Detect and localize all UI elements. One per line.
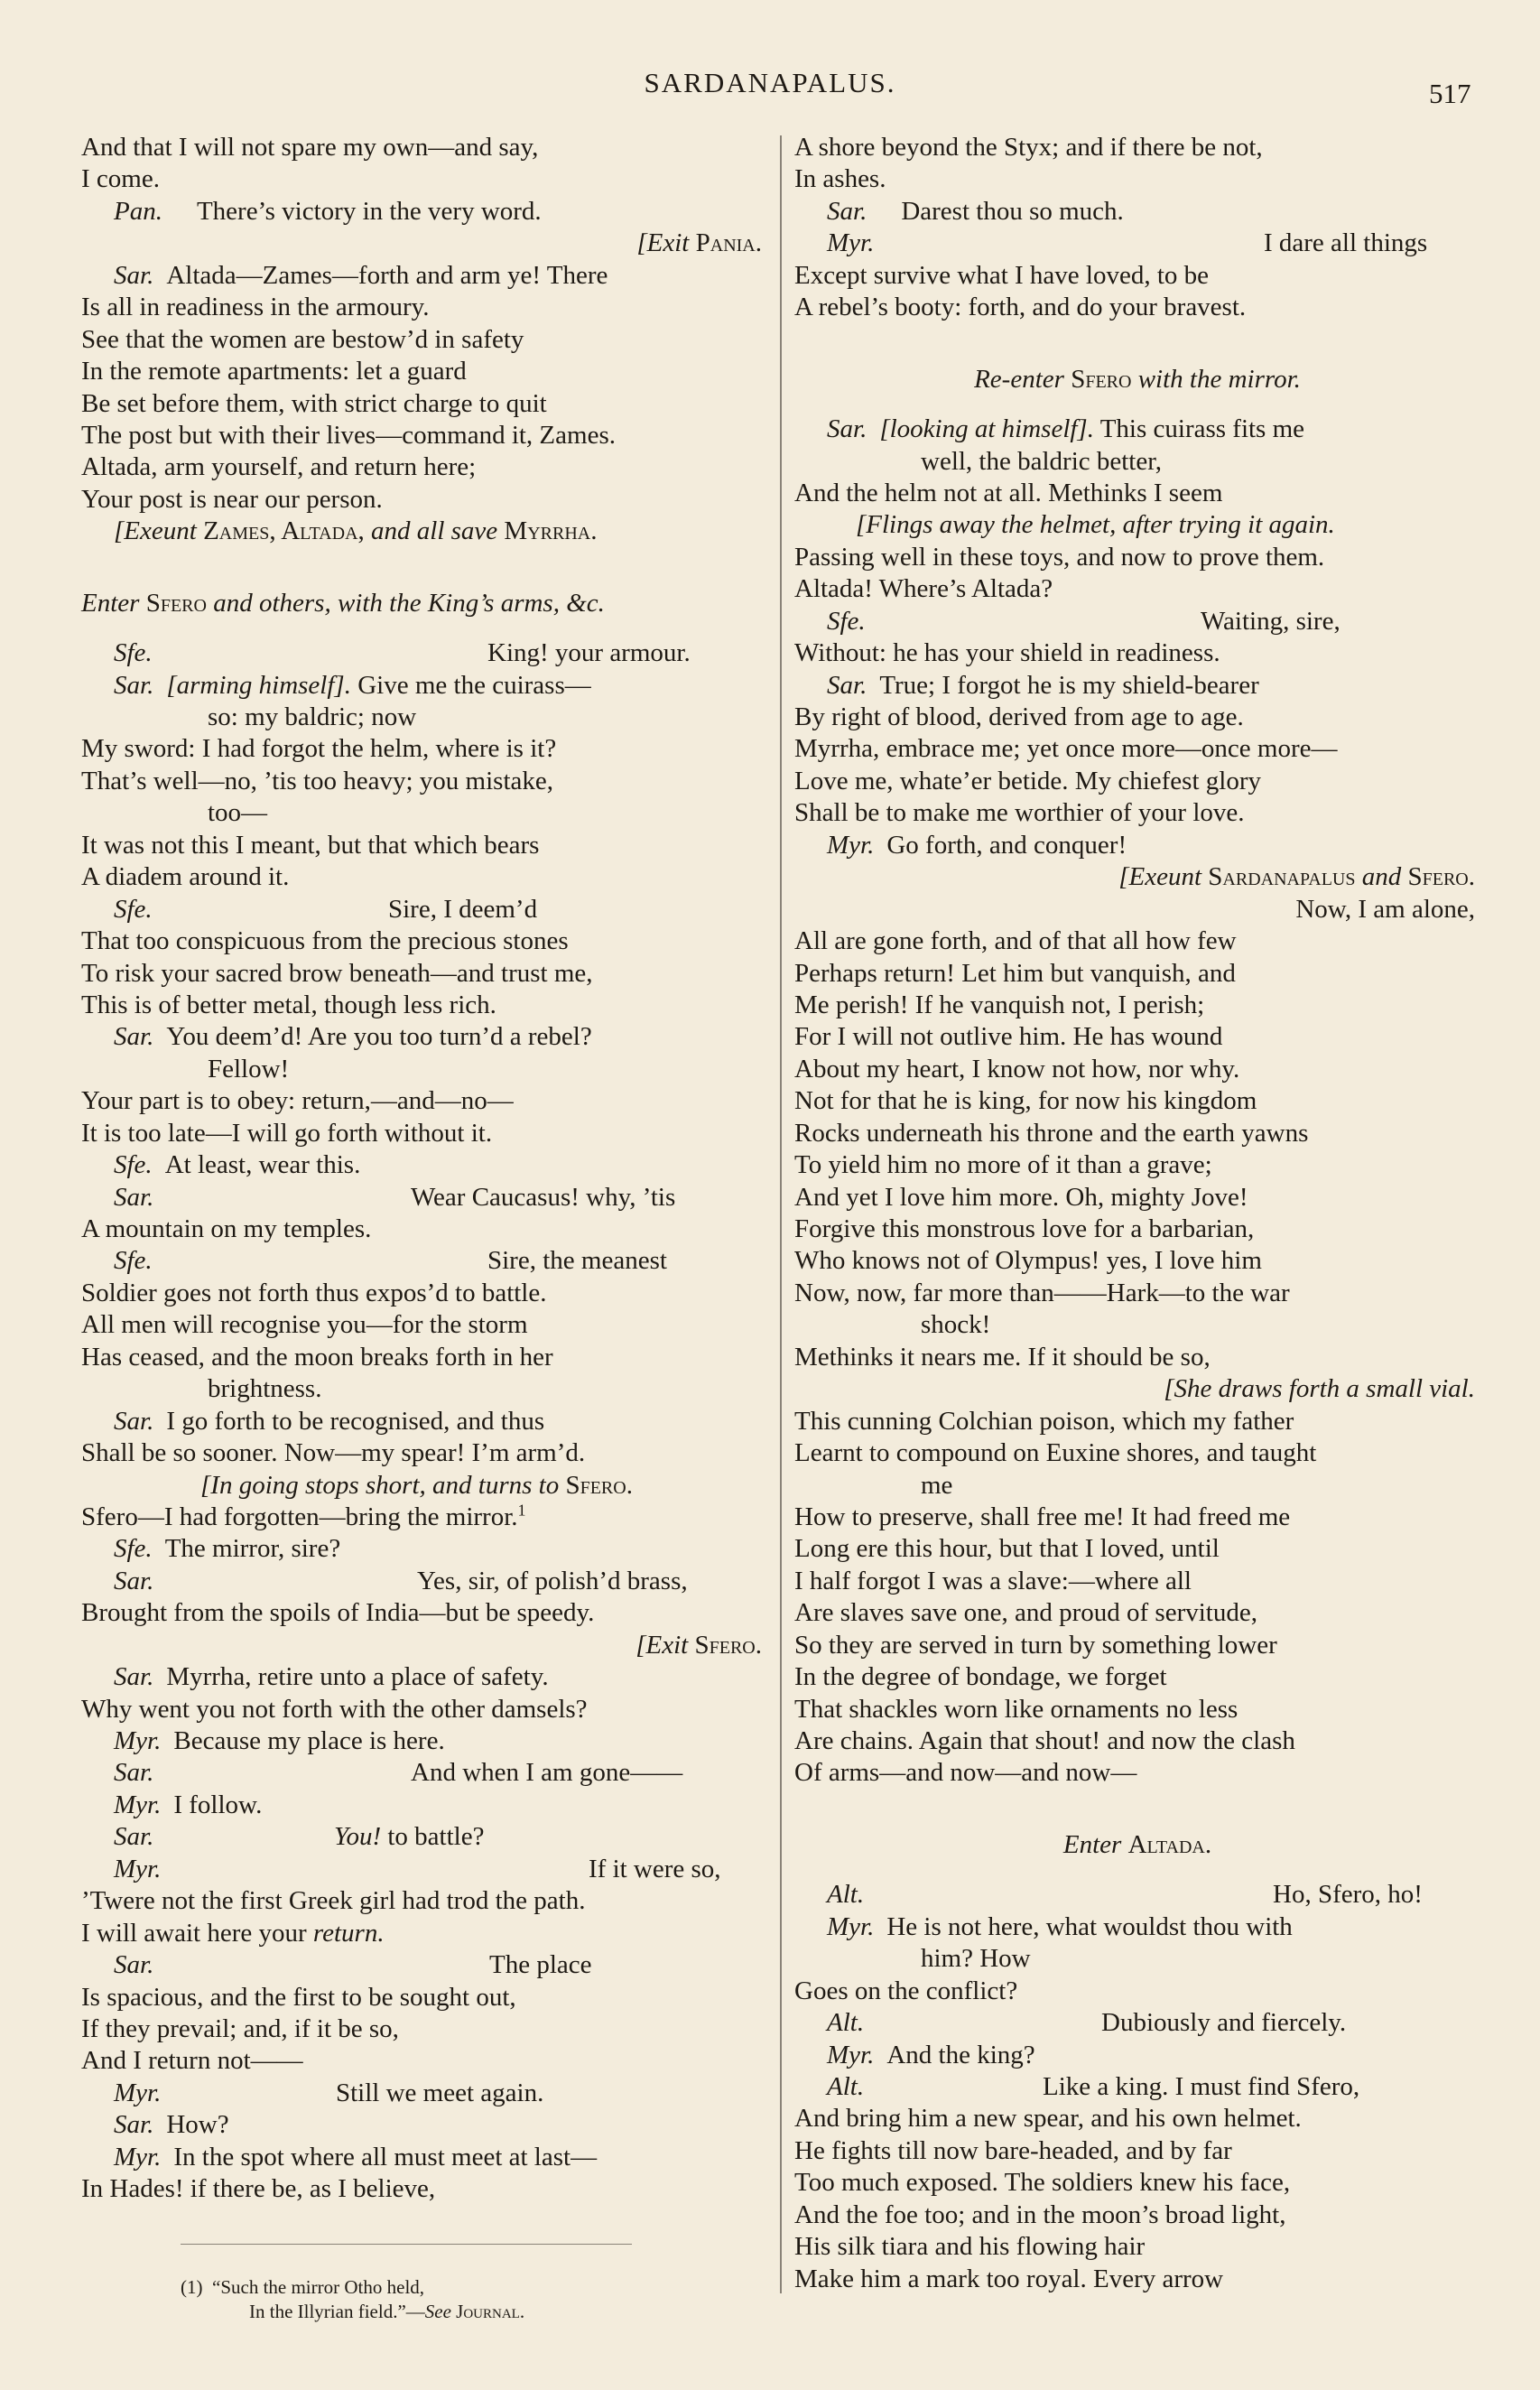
speaker-name: Myr. [114,2078,162,2107]
speech-line: Myr. If it were so, [114,1854,721,1883]
verse-line: so: my baldric; now [208,702,417,731]
verse-line: Not for that he is king, for now his kingdom [794,1086,1257,1116]
speaker-name: Sfe. [114,638,153,668]
verse-line: He fights till now bare-headed, and by far [794,2135,1232,2165]
stage-direction: Enter Sfero and others, with the King’s arms, &c. [81,588,605,618]
speaker-name: Myr. [114,1854,162,1883]
verse-line: Altada, arm yourself, and return here; [81,452,477,482]
speaker-name: Sfe. [114,894,153,924]
verse-line: All men will recognise you—for the storm [81,1310,528,1340]
verse-line: And bring him a new spear, and his own helmet. [794,2104,1302,2134]
footnote-marker: 1 [517,1501,526,1520]
speech-line: Sar. Myrrha, retire unto a place of safety. [114,1662,549,1692]
stage-direction: Re-enter Sfero with the mirror. [974,364,1301,394]
speaker-name: Sar. [114,1950,154,1980]
speech-line: Sfe. Sire, the meanest [114,1246,667,1276]
speech-line: Sfe. Sire, I deem’d [114,894,538,924]
verse-line: That too conspicuous from the precious stones [81,926,569,956]
left-column [81,132,767,2206]
speech-line: Myr. In the spot where all must meet at last— [114,2142,598,2171]
verse-line: Who knows not of Olympus! yes, I love him [794,1246,1262,1276]
verse-line: So they are served in turn by something lower [794,1630,1277,1660]
verse-line: My sword: I had forgot the helm, where is it? [81,734,557,764]
verse-line: A shore beyond the Styx; and if there be not, [794,133,1263,162]
speaker-name: Sar. [827,414,867,444]
speech-line: Sar. True; I forgot he is my shield-bearer [827,670,1259,700]
verse-line: And the helm not at all. Methinks I seem [794,478,1223,507]
stage-direction: [Exit Sfero. [635,1630,762,1660]
verse-line: It is too late—I will go forth without it. [81,1118,493,1148]
verse-line: A mountain on my temples. [81,1214,372,1243]
stage-direction: [Exeunt Zames, Altada, and all save Myrrha. [114,516,598,546]
verse-line: Now, I am alone, [1295,894,1475,924]
verse-line: Me perish! If he vanquish not, I perish; [794,990,1205,1019]
verse-line: That’s well—no, ’tis too heavy; you mistake, [81,766,554,795]
speaker-name: Myr. [114,1726,162,1755]
speech-line: Myr. Still we meet again. [114,2078,544,2107]
speaker-name: Sar. [827,670,867,700]
speaker-name: Sar. [114,670,154,700]
speech-line: Sfe. King! your armour. [114,638,691,668]
speaker-name: Sar. [114,1662,154,1692]
speech-line: Sar. Wear Caucasus! why, ’tis [114,1182,676,1212]
verse-line: Is all in readiness in the armoury. [81,293,430,322]
speech-line: Pan. There’s victory in the very word. [114,196,542,226]
speech-line: Sfe. The mirror, sire? [114,1534,341,1564]
verse-line: Perhaps return! Let him but vanquish, and [794,958,1236,988]
verse-line: To yield him no more of it than a grave; [794,1150,1212,1180]
speaker-name: Myr. [114,1790,162,1819]
speech-line: Myr. I follow. [114,1790,263,1819]
speaker-name: Sar. [114,260,154,290]
speech-line: Sar. You deem’d! Are you too turn’d a rebel? [114,1022,592,1052]
verse-line: shock! [921,1310,991,1340]
verse-line: Methinks it nears me. If it should be so, [794,1342,1211,1372]
verse-line: Your part is to obey: return,—and—no— [81,1086,514,1116]
verse-line: In the degree of bondage, we forget [794,1662,1167,1692]
speech-line: Sar. I go forth to be recognised, and thus [114,1406,545,1436]
speech-line: Alt. Dubiously and fiercely. [827,2008,1347,2038]
speaker-name: Myr. [114,2142,162,2171]
speech-line: Sar. And when I am gone—— [114,1758,683,1788]
verse-line: Fellow! [208,1054,290,1083]
verse-line: Learnt to compound on Euxine shores, and taught [794,1438,1317,1468]
verse-line: Be set before them, with strict charge to quit [81,388,547,418]
verse-line: In ashes. [794,164,886,194]
speech-line: Myr. He is not here, what wouldst thou with [827,1911,1293,1941]
speaker-name: Sar. [114,1822,154,1852]
verse-line: him? How [921,1944,1031,1974]
footnote-rule [181,2244,632,2245]
speech-line: Sar. [arming himself]. Give me the cuirass— [114,670,591,700]
verse-line: All are gone forth, and of that all how few [794,926,1237,956]
footnote-line: In the Illyrian field.”—See Journal. [249,2301,525,2322]
stage-direction: [Flings away the helmet, after trying it again. [856,510,1335,540]
verse-line: Why went you not forth with the other damsels? [81,1694,588,1724]
verse-line: Soldier goes not forth thus expos’d to battle. [81,1278,547,1307]
speech-line: Myr. Go forth, and conquer! [827,830,1127,860]
verse-line: Forgive this monstrous love for a barbarian, [794,1214,1255,1243]
verse-line: Except survive what I have loved, to be [794,260,1210,290]
verse-line: That shackles worn like ornaments no less [794,1694,1238,1724]
verse-line: A rebel’s booty: forth, and do your bravest. [794,293,1247,322]
speaker-name: Pan. [114,196,162,226]
verse-line: This is of better metal, though less rich. [81,990,496,1019]
speaker-name: Myr. [827,830,875,860]
verse-line: Has ceased, and the moon breaks forth in her [81,1342,553,1372]
stage-direction: Enter Altada. [1062,1829,1212,1859]
speaker-name: Alt. [827,1880,865,1910]
verse-line: Brought from the spoils of India—but be speedy. [81,1598,595,1628]
verse-line: It was not this I meant, but that which bears [81,830,540,860]
speech-line: Sar. [looking at himself]. This cuirass fits me [827,414,1305,444]
stage-direction: [Exeunt Sardanapalus and Sfero. [1118,862,1475,892]
verse-line: Too much exposed. The soldiers knew his face, [794,2168,1291,2198]
speech-line: Sar. Altada—Zames—forth and arm ye! There [114,260,608,290]
verse-line: Love me, whate’er betide. My chiefest glory [794,766,1261,795]
verse-line: His silk tiara and his flowing hair [794,2232,1146,2262]
verse-line: I will await here your return. [81,1918,385,1948]
verse-line: ’Twere not the first Greek girl had trod the path. [81,1886,586,1916]
verse-line: Myrrha, embrace me; yet once more—once more— [794,734,1338,764]
column-divider [780,135,782,2293]
verse-line: Of arms—and now—and now— [794,1758,1137,1788]
speaker-name: Myr. [827,1911,875,1941]
verse-line: too— [208,798,268,828]
verse-line: Long ere this hour, but that I loved, until [794,1534,1220,1564]
verse-line: And the foe too; and in the moon’s broad light, [794,2199,1286,2229]
verse-line: This cunning Colchian poison, which my father [794,1406,1294,1436]
speaker-name: Sfe. [114,1150,153,1180]
verse-line: brightness. [208,1374,322,1404]
speaker-name: Sfe. [114,1534,153,1564]
verse-line: Your post is near our person. [81,484,383,514]
speech-line: Sfe. At least, wear this. [114,1150,361,1180]
speaker-name: Sfe. [827,606,866,636]
verse-line: A diadem around it. [81,862,290,892]
verse-line: Altada! Where’s Altada? [794,574,1053,604]
verse-line: Now, now, far more than——Hark—to the war [794,1278,1290,1307]
speech-line: Sar. Darest thou so much. [827,196,1124,226]
speech-line: Sar. The place [114,1950,592,1980]
speech-line: Alt. Like a king. I must find Sfero, [827,2071,1360,2101]
speaker-name: Sar. [114,1566,154,1595]
stage-direction: [Exit Pania. [636,228,762,258]
verse-line: Shall be so sooner. Now—my spear! I’m arm’d. [81,1438,586,1468]
verse-line: In Hades! if there be, as I believe, [81,2174,436,2204]
speaker-name: Sfe. [114,1246,153,1276]
speaker-name: Alt. [827,2071,865,2101]
verse-line: And yet I love him more. Oh, mighty Jove! [794,1182,1248,1212]
speech-line: Myr. Because my place is here. [114,1726,445,1755]
speaker-name: Sar. [114,1406,154,1436]
verse-line: How to preserve, shall free me! It had freed me [794,1502,1291,1531]
verse-line: Are slaves save one, and proud of servitude, [794,1598,1257,1628]
verse-line: Is spacious, and the first to be sought out, [81,1982,516,2012]
stage-direction: [She draws forth a small vial. [1164,1374,1475,1404]
footnote-line: (1) “Such the mirror Otho held, [181,2276,425,2298]
verse-line: To risk your sacred brow beneath—and trust me, [81,958,593,988]
speaker-name: Myr. [827,2040,875,2069]
speaker-name: Alt. [827,2008,865,2038]
speech-line: Sar. How? [114,2110,229,2140]
page-number: 517 [1429,78,1471,109]
speech-line: Sfe. Waiting, sire, [827,606,1341,636]
verse-line: I half forgot I was a slave:—where all [794,1566,1192,1595]
verse-line: The post but with their lives—command it, Zames. [81,420,616,450]
speaker-name: Sar. [114,2110,154,2140]
footnote [181,2275,722,2324]
verse-line: For I will not outlive him. He has wound [794,1022,1223,1052]
right-column [794,132,1480,2295]
speech-line: Alt. Ho, Sfero, ho! [827,1880,1423,1910]
verse-line: If they prevail; and, if it be so, [81,2013,399,2043]
verse-line: Shall be to make me worthier of your love. [794,798,1245,828]
verse-line: Without: he has your shield in readiness. [794,638,1220,668]
verse-line: well, the baldric better, [921,446,1162,476]
verse-line: I come. [81,164,160,194]
verse-line: And I return not—— [81,2046,303,2076]
speaker-name: Sar. [114,1182,154,1212]
stage-direction: [In going stops short, and turns to Sfero. [200,1470,633,1500]
speaker-name: Myr. [827,228,875,258]
speech-line: Myr. And the king? [827,2040,1035,2069]
verse-line: Sfero—I had forgotten—bring the mirror.$^1$ [81,1501,526,1531]
verse-line: About my heart, I know not how, nor why. [794,1054,1240,1083]
verse-line: Goes on the conflict? [794,1976,1018,2005]
speaker-name: Sar. [114,1022,154,1052]
verse-line: me [921,1470,953,1500]
verse-line: In the remote apartments: let a guard [81,357,467,386]
verse-line: And that I will not spare my own—and say, [81,133,539,162]
verse-line: Passing well in these toys, and now to prove them. [794,542,1325,572]
verse-line: Make him a mark too royal. Every arrow [794,2264,1224,2293]
verse-line: By right of blood, derived from age to age. [794,702,1244,731]
speaker-name: Sar. [114,1758,154,1788]
speech-line: Sar. Yes, sir, of polish’d brass, [114,1566,688,1595]
speech-line: Myr. I dare all things [827,228,1428,258]
verse-line: Are chains. Again that shout! and now the clash [794,1726,1295,1755]
running-head: SARDANAPALUS. [644,67,896,98]
verse-line: Rocks underneath his throne and the earth yawns [794,1118,1309,1148]
verse-line: See that the women are bestow’d in safety [81,324,524,354]
speaker-name: Sar. [827,196,867,226]
speech-line: Sar. You! to battle? [114,1822,485,1852]
